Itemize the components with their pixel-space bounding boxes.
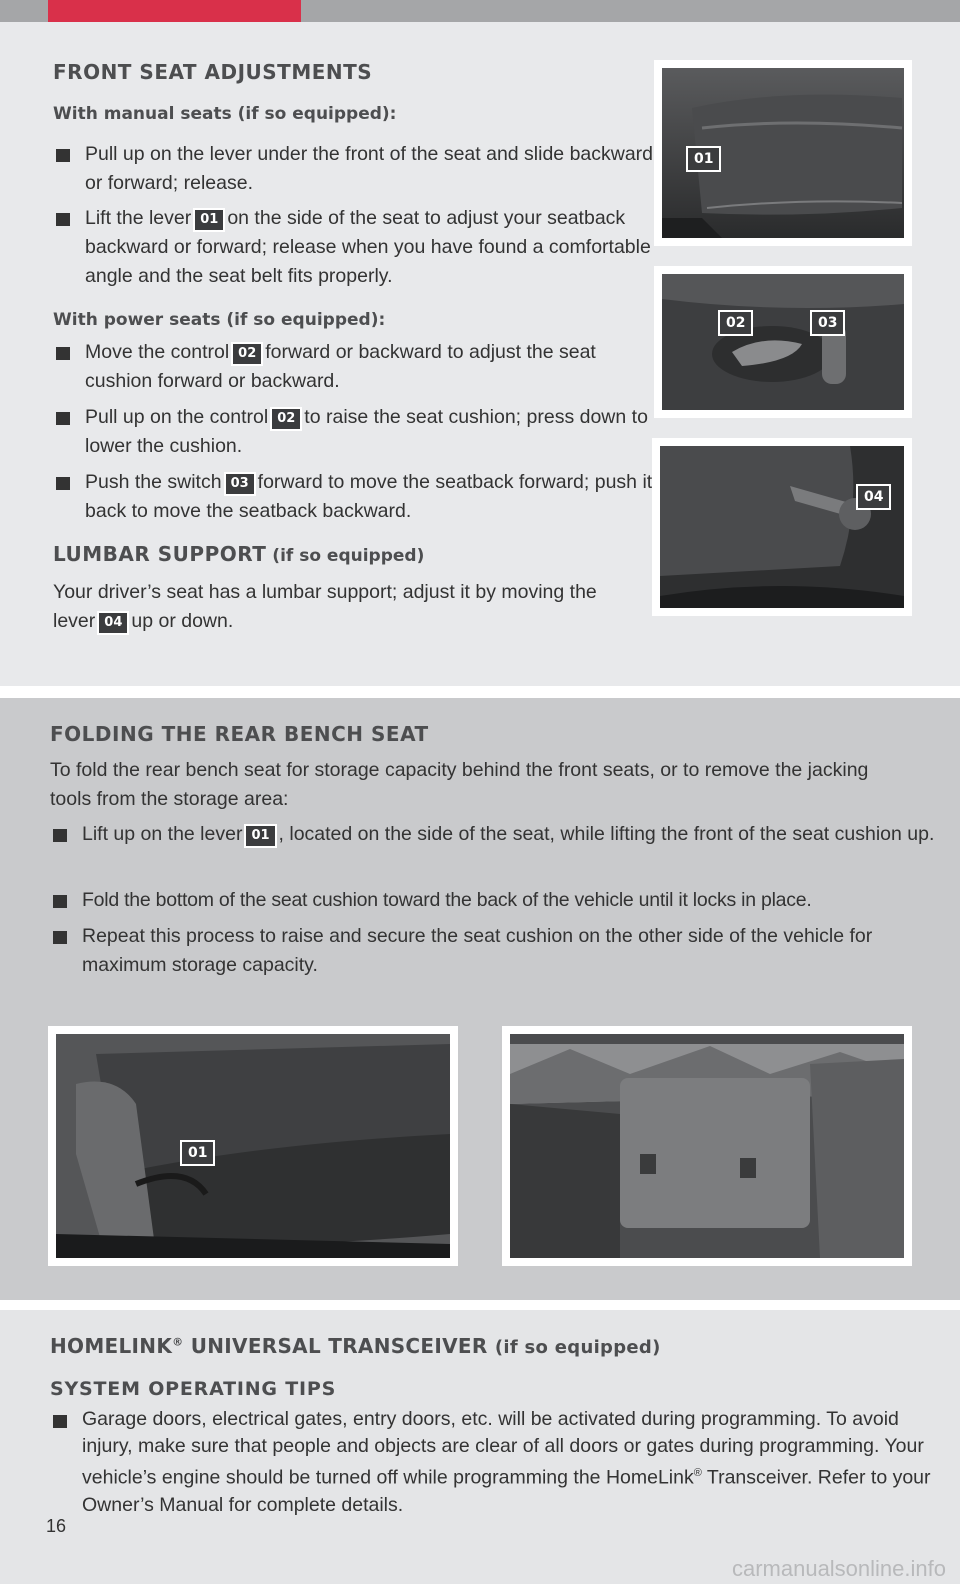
photo-tag-04: 04: [858, 486, 889, 508]
page-number: 16: [46, 1516, 67, 1536]
rear-lever-image: [56, 1034, 450, 1258]
photo-tag-01: 01: [182, 1142, 213, 1164]
top-color-bar: [0, 0, 960, 22]
photo-manual-seat-lever: [654, 60, 912, 246]
callout-01-tag: 01: [195, 210, 223, 230]
photo-power-seat-controls: [654, 266, 912, 418]
rear-bench-section: [0, 698, 960, 1300]
photo-tag-01: 01: [688, 148, 719, 170]
callout-04-tag: 04: [99, 613, 127, 633]
photo-lumbar-lever: [652, 438, 912, 616]
folded-bench-graphic: [510, 1034, 904, 1258]
lumbar-heading: LUMBAR SUPPORT (if so equipped): [53, 542, 425, 566]
lumbar-image: [660, 446, 904, 608]
operating-tips-subtitle: SYSTEM OPERATING TIPS: [50, 1378, 337, 1400]
power-seats-heading: With power seats (if so equipped):: [53, 310, 386, 330]
callout-01-tag: 01: [246, 826, 274, 846]
photo-tag-02: 02: [720, 312, 751, 334]
photo-tag-03: 03: [812, 312, 843, 334]
power-bullet-1: Move the control 02 forward or backward to adjust the seat cushion forward or backward.: [53, 338, 665, 396]
manual-seats-heading: With manual seats (if so equipped):: [53, 104, 397, 124]
rear-bullet-1: Lift up on the lever 01 , located on the side of the seat, while lifting the front of the seat cushion up.: [50, 820, 942, 849]
controls-image: [662, 274, 904, 410]
power-bullet-2: Pull up on the control 02 to raise the seat cushion; press down to lower the cushion.: [53, 403, 665, 461]
manual-bullet-1: Pull up on the lever under the front of the seat and slide backward or forward; release.: [53, 140, 665, 198]
rear-bench-intro: To fold the rear bench seat for storage capacity behind the front seats, or to remove the jacking tools from the storage area:: [50, 759, 869, 810]
callout-02-tag: 02: [272, 409, 300, 429]
watermark: carmanualsonline.info: [731, 1556, 946, 1581]
manual-bullet-2: Lift the lever 01 on the side of the seat to adjust your seatback backward or forward; release when you have found a comfortable angle and the seat belt fits properly.: [53, 204, 665, 291]
rear-bullet-2: Fold the bottom of the seat cushion toward the back of the vehicle until it locks in place.: [50, 886, 952, 915]
photo-folded-bench: [502, 1026, 912, 1266]
callout-02-tag: 02: [233, 344, 261, 364]
photo-rear-lever: [48, 1026, 458, 1266]
lumbar-text: Your driver’s seat has a lumbar support; adjust it by moving the lever 04 up or down.: [53, 581, 597, 632]
homelink-bullet-1: Garage doors, electrical gates, entry doors, etc. will be activated during programming. To avoid injury, make sure that people and objects are clear of all doors or gates during programming. Your vehicle’s engine should be turned off while programming the HomeLink® Transceiver. Refer to your Owner’s Manual for complete details.: [50, 1406, 952, 1519]
rear-bench-title: FOLDING THE REAR BENCH SEAT: [50, 722, 429, 746]
rear-bullet-3: Repeat this process to raise and secure the seat cushion on the other side of the vehicle for maximum storage capacity.: [50, 922, 942, 980]
lumbar-lever-graphic: [660, 446, 904, 608]
front-seat-title: FRONT SEAT ADJUSTMENTS: [53, 60, 373, 84]
callout-03-tag: 03: [226, 474, 254, 494]
red-accent-bar: [48, 0, 301, 22]
power-controls-graphic: [662, 274, 904, 410]
folded-bench-image: [510, 1034, 904, 1258]
homelink-section: [0, 1310, 960, 1584]
rear-lever-graphic: [56, 1034, 450, 1258]
power-bullet-3: Push the switch 03 forward to move the seatback forward; push it back to move the seatback backward.: [53, 468, 665, 526]
front-seat-section: [0, 22, 960, 686]
homelink-title: HOMELINK® UNIVERSAL TRANSCEIVER (if so equipped): [50, 1334, 661, 1358]
